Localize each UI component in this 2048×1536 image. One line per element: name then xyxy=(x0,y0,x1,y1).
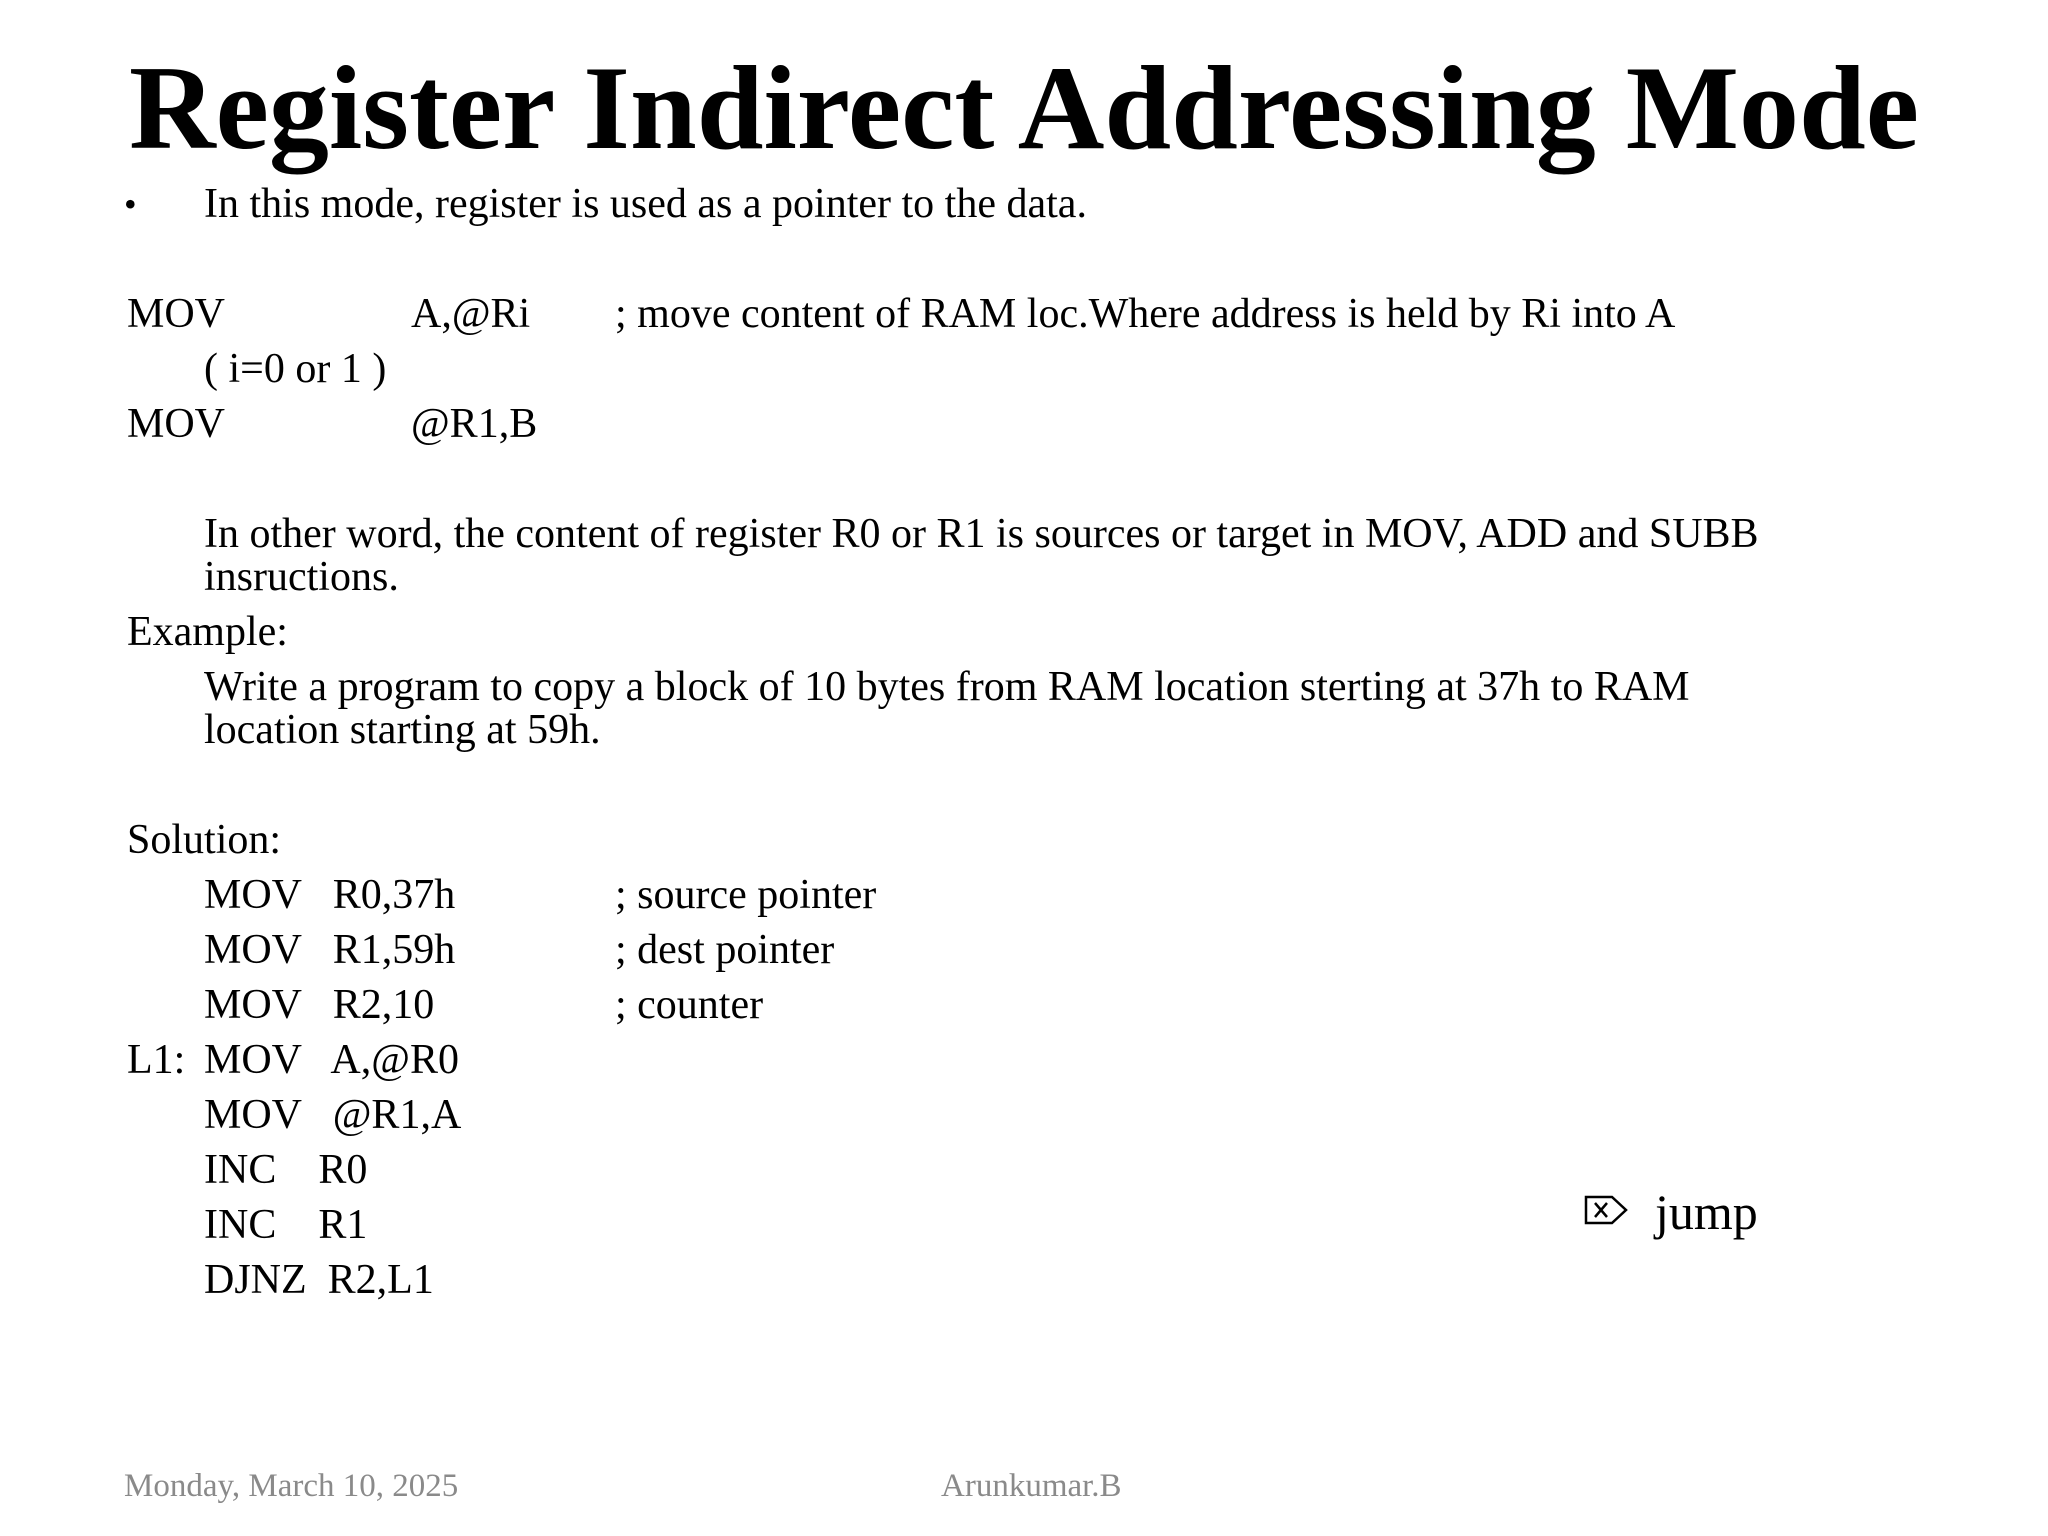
jump-link-text[interactable]: jump xyxy=(1655,1184,1758,1240)
explanation-line-1: In other word, the content of register R0 or R1 is sources or target in MOV, ADD and SUBB xyxy=(204,511,1759,557)
example-text-line-1: Write a program to copy a block of 10 bytes from RAM location sterting at 37h to RAM xyxy=(204,664,1690,710)
slide-title: Register Indirect Addressing Mode xyxy=(129,41,1919,174)
example2-mnemonic: MOV xyxy=(127,401,226,447)
solution-label: Solution: xyxy=(127,817,282,863)
code-line-1-comment: ; source pointer xyxy=(615,872,877,918)
code-line-2-instr: MOV R1,59h xyxy=(204,927,456,973)
code-line-8-instr: DJNZ R2,L1 xyxy=(204,1257,434,1303)
bullet-text: In this mode, register is used as a pointer to the data. xyxy=(204,181,1087,227)
code-line-5-instr: MOV @R1,A xyxy=(204,1092,462,1138)
example-label: Example: xyxy=(127,609,288,655)
code-line-1-instr: MOV R0,37h xyxy=(204,872,456,918)
code-line-2-comment: ; dest pointer xyxy=(615,927,835,973)
code-line-7-instr: INC R1 xyxy=(204,1202,368,1248)
example1-continuation: ( i=0 or 1 ) xyxy=(204,346,387,392)
code-line-4-instr: MOV A,@R0 xyxy=(204,1037,459,1083)
footer-date: Monday, March 10, 2025 xyxy=(124,1468,459,1504)
explanation-line-2: insructions. xyxy=(204,554,399,600)
bullet-marker: • xyxy=(124,184,137,224)
example1-operands: A,@Ri xyxy=(411,291,531,337)
example1-comment: ; move content of RAM loc.Where address is held by Ri into A xyxy=(615,291,1676,337)
code-line-3-comment: ; counter xyxy=(615,982,764,1028)
code-line-6-instr: INC R0 xyxy=(204,1147,368,1193)
example2-operands: @R1,B xyxy=(411,401,538,447)
code-line-3-instr: MOV R2,10 xyxy=(204,982,435,1028)
example-text-line-2: location starting at 59h. xyxy=(204,707,601,753)
jump-link-icon xyxy=(1584,1194,1628,1226)
example1-mnemonic: MOV xyxy=(127,291,226,337)
code-line-4-label: L1: xyxy=(127,1037,196,1083)
footer-author: Arunkumar.B xyxy=(941,1468,1122,1504)
